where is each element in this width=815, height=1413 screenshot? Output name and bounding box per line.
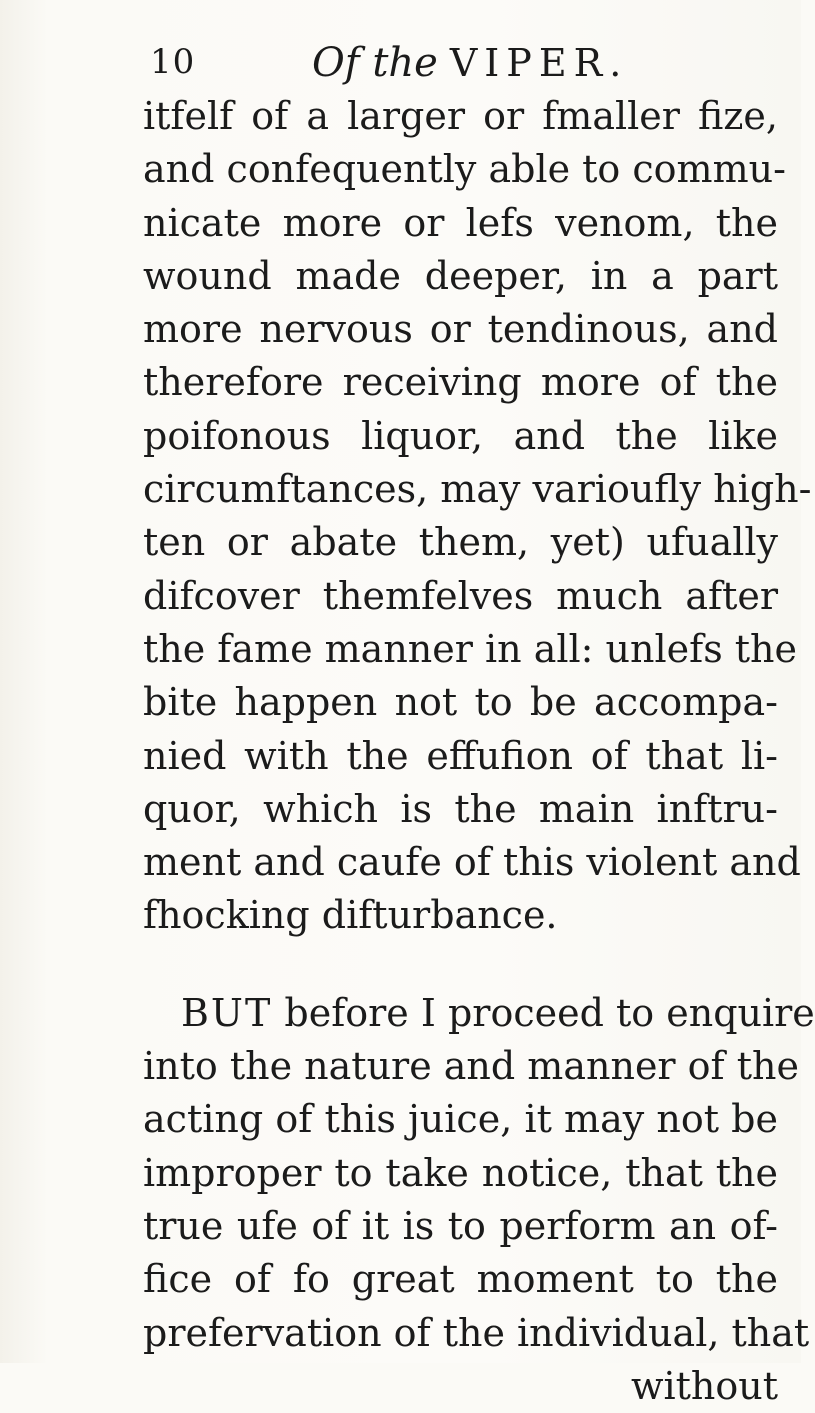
catchword: without <box>630 1363 778 1408</box>
text-line: therefore receiving more of the <box>143 360 778 405</box>
running-head-caps: VIPER. <box>449 41 629 85</box>
text-line: ment and caufe of this violent and <box>143 840 801 885</box>
text-line-first <box>143 987 815 1040</box>
text-line: the fame manner in all: unlefs the <box>143 626 798 671</box>
drop-word: BUT <box>181 990 273 1035</box>
text-line: nicate more or lefs venom, the <box>143 200 778 245</box>
first-line-rest: before I proceed to enquire <box>284 990 815 1035</box>
text-line: wound made deeper, in a part <box>143 253 778 298</box>
text-line: prefervation of the individual, that <box>143 1310 810 1355</box>
page-header <box>0 40 801 90</box>
text-line: itfelf of a larger or fmaller fize, <box>143 94 778 138</box>
running-head <box>312 40 628 86</box>
paragraph-1 <box>143 90 812 943</box>
text-line: quor, which is the main inftru- <box>143 786 778 831</box>
text-line: and confequently able to commu- <box>143 147 786 192</box>
text-line: difcover themfelves much after <box>143 573 778 618</box>
paragraph-2 <box>143 987 815 1413</box>
text-line: poifonous liquor, and the like <box>143 413 778 458</box>
paragraph-gap <box>143 943 778 987</box>
running-head-italic: Of the <box>312 40 438 86</box>
text-line: into the nature and manner of the <box>143 1044 799 1089</box>
page-number: 10 <box>150 42 196 82</box>
text-line: fice of fo great moment to the <box>143 1257 778 1302</box>
text-line: more nervous or tendinous, and <box>143 307 778 352</box>
text-line: bite happen not to be accompa- <box>143 680 778 725</box>
text-line: circumftances, may varioufly high- <box>143 467 812 512</box>
text-line: acting of this juice, it may not be <box>143 1097 778 1142</box>
text-line: nied with the effufion of that li- <box>143 733 778 778</box>
text-line: fhocking difturbance. <box>143 893 558 938</box>
text-line: ten or abate them, yet) ufually <box>143 520 778 565</box>
text-line: improper to take notice, that the <box>143 1150 778 1195</box>
text-line: true ufe of it is to perform an of- <box>143 1203 778 1248</box>
body-text <box>143 90 815 1413</box>
